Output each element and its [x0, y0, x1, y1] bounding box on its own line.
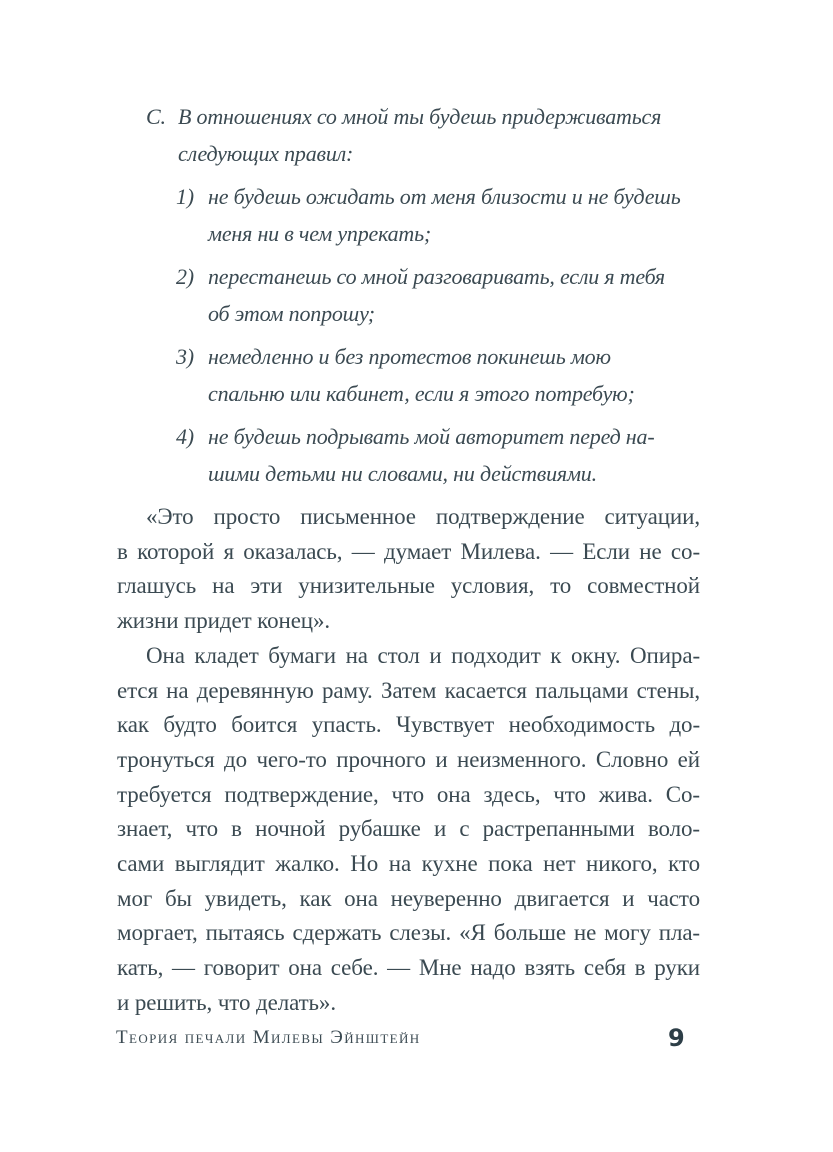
rule-item-marker: 1): [176, 184, 194, 209]
paragraph-1: [117, 500, 700, 639]
rule-item-marker: 4): [176, 424, 194, 449]
text-line: и решить, что делать».: [117, 989, 336, 1015]
rule-c-line: В отношениях со мной ты будешь придерживаться: [178, 104, 662, 129]
text-line: тронуться до чего-то прочного и неизменного. Словно ей: [117, 746, 700, 772]
text-line: «Это просто письменное подтверждение ситуации,: [146, 504, 700, 529]
rule-item-line: об этом попрошу;: [208, 301, 375, 326]
rule-item-1: [176, 178, 706, 252]
text-line: сами выглядит жалко. Но на кухне пока нет никого, кто: [117, 851, 700, 877]
rule-item-line: спальню или кабинет, если я этого потребую;: [208, 381, 635, 406]
rule-item-3: [176, 338, 706, 412]
rule-item-text: [208, 178, 706, 252]
text-line: моргает, пытаясь сдержать слезы. «Я больше не могу пла-: [117, 920, 700, 946]
rule-item-line: не будешь ожидать от меня близости и не будешь: [208, 184, 681, 209]
text-line: в которой я оказалась, — думает Милева. — Если не со-: [117, 538, 700, 564]
rule-c: [146, 98, 706, 172]
running-title: Теория печали Милевы Эйнштейн: [116, 1027, 421, 1048]
text-line: жизни придет конец».: [117, 608, 331, 634]
page-number: 9: [668, 1024, 685, 1052]
rule-item-line: не будешь подрывать мой авторитет перед на-: [208, 424, 655, 449]
text-line: как будто боится упасть. Чувствует необходимость до-: [117, 712, 700, 738]
rule-c-line: следующих правил:: [178, 141, 354, 166]
rule-item-2: [176, 258, 706, 332]
rule-item-text: [208, 418, 706, 492]
text-line: требуется подтверждение, что она здесь, что жива. Со-: [117, 781, 700, 807]
rule-item-line: меня ни в чем упрекать;: [208, 221, 432, 246]
rule-item-line: перестанешь со мной разговаривать, если я тебя: [208, 264, 665, 289]
text-line: глашусь на эти унизительные условия, то совместной: [117, 573, 700, 599]
rule-c-text: [178, 98, 706, 172]
body-text: [117, 500, 700, 1021]
text-line: ется на деревянную раму. Затем касается пальцами стены,: [117, 677, 700, 703]
rule-item-line: шими детьми ни словами, ни действиями.: [208, 461, 597, 486]
rules-block: [146, 98, 706, 498]
paragraph-2: [117, 639, 700, 1021]
text-line: Она кладет бумаги на стол и подходит к окну. Опира-: [146, 642, 700, 668]
rule-item-text: [208, 338, 706, 412]
rule-item-text: [208, 258, 706, 332]
rule-item-marker: 2): [176, 264, 194, 289]
rule-item-4: [176, 418, 706, 492]
rules-sub-list: [146, 178, 706, 492]
text-line: знает, что в ночной рубашке и с растрепанными воло-: [117, 816, 700, 842]
text-line: кать, — говорит она себе. — Мне надо взять себя в руки: [117, 955, 700, 981]
rule-item-line: немедленно и без протестов покинешь мою: [208, 344, 611, 369]
rule-c-marker: С.: [146, 104, 166, 129]
text-line: мог бы увидеть, как она неуверенно двигается и часто: [117, 885, 700, 911]
rule-item-marker: 3): [176, 344, 194, 369]
